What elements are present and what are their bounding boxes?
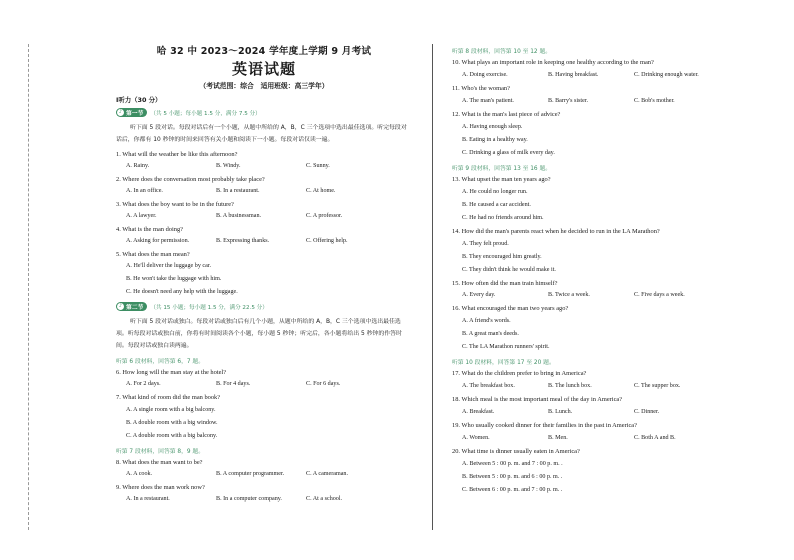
- q15-option-a: A. Every day.: [462, 292, 496, 298]
- binding-margin-line: [28, 44, 29, 530]
- question-4: 4. What is the man doing?: [116, 226, 183, 233]
- q3-option-a: A. A lawyer.: [126, 213, 157, 219]
- part2-header: [116, 302, 268, 311]
- q4-option-b: B. Expressing thanks.: [216, 238, 270, 244]
- note-passage-8: 听第 8 段材料，回答第 10 至 12 题。: [452, 49, 552, 55]
- question-19: 19. Who usually cooked dinner for their families in the past in America?: [452, 422, 637, 429]
- q20-option-c: C. Between 6 : 00 p. m. and 7 : 00 p. m. .: [462, 487, 563, 493]
- q14-option-c: C. They didn't think he would make it.: [462, 267, 556, 273]
- exam-title: 哈 32 中 2023～2024 学年度上学期 9 月考试: [156, 46, 372, 57]
- q5-option-a: A. He'll deliver the luggage by car.: [126, 263, 212, 269]
- part1-desc: （共 5 小题；每小题 1.5 分，满分 7.5 分）: [150, 110, 261, 117]
- question-10: 10. What plays an important role in keeping one healthy according to the man?: [452, 59, 654, 66]
- question-8: 8. What does the man want to be?: [116, 459, 203, 466]
- q12-option-c: C. Drinking a glass of milk every day.: [462, 150, 555, 156]
- q6-option-a: A. For 2 days.: [126, 381, 161, 387]
- part1-instructions: 听下面 5 段对话。每段对话后有一个小题，从题中所给的 A，B，C 三个选项中选出最佳选项。听完每段对话后，你都有 10 秒钟的时间来回答有关小题和阅读下一小题。每段对话仅读一遍。: [116, 125, 407, 143]
- headphone-icon: ♪: [118, 303, 123, 309]
- q9-option-c: C. At a school.: [306, 496, 343, 502]
- q14-option-a: A. They felt proud.: [462, 241, 509, 247]
- question-5: 5. What does the man mean?: [116, 251, 190, 258]
- note-passage-9: 听第 9 段材料，回答第 13 至 16 题。: [452, 166, 552, 172]
- q20-option-a: A. Between 5 : 00 p. m. and 7 : 00 p. m. .: [462, 461, 563, 467]
- q7-option-a: A. A single room with a big balcony.: [126, 407, 216, 413]
- q13-option-c: C. He had no friends around him.: [462, 215, 544, 221]
- q20-option-b: B. Between 5 : 00 p. m. and 6 : 00 p. m. .: [462, 474, 563, 480]
- question-7: 7. What kind of room did the man book?: [116, 394, 221, 401]
- q17-option-a: A. The breakfast box.: [462, 383, 515, 389]
- note-passage-10: 听第 10 段材料，回答第 17 至 20 题。: [452, 360, 555, 366]
- q12-option-b: B. Eating in a healthy way.: [462, 137, 528, 143]
- question-18: 18. Which meal is the most important meal of the day in America?: [452, 396, 623, 403]
- question-3: 3. What does the boy want to be in the future?: [116, 201, 234, 208]
- part2-desc: （共 15 小题；每小题 1.5 分，满分 22.5 分）: [150, 304, 268, 311]
- column-divider: [432, 44, 433, 530]
- q16-option-a: A. A friend's words.: [462, 318, 511, 324]
- q18-option-a: A. Breakfast.: [462, 409, 495, 415]
- q6-option-c: C. For 6 days.: [306, 381, 341, 387]
- part1-badge-label: 第一节: [126, 111, 144, 117]
- part1-header: [116, 108, 261, 117]
- question-9: 9. Where does the man work now?: [116, 484, 205, 491]
- question-11: 11. Who's the woman?: [452, 85, 510, 92]
- q16-option-c: C. The LA Marathon runners' spirit.: [462, 344, 550, 350]
- q2-option-b: B. In a restaurant.: [216, 188, 260, 194]
- q7-option-b: B. A double room with a big window.: [126, 420, 218, 426]
- q11-option-a: A. The man's patient.: [462, 98, 514, 104]
- question-1: 1. What will the weather be like this afternoon?: [116, 151, 238, 158]
- question-20: 20. What time is dinner usually eaten in America?: [452, 448, 580, 455]
- question-16: 16. What encouraged the man two years ago?: [452, 305, 569, 312]
- question-15: 15. How often did the man train himself?: [452, 280, 558, 287]
- note-passage-7: 听第 7 段材料，回答第 8，9 题。: [116, 449, 204, 455]
- q18-option-c: C. Dinner.: [634, 409, 660, 415]
- q10-option-a: A. Doing exercise.: [462, 72, 508, 78]
- question-13: 13. What upset the man ten years ago?: [452, 176, 551, 183]
- question-2: 2. Where does the conversation most probably take place?: [116, 176, 265, 183]
- q19-option-a: A. Women.: [462, 435, 490, 441]
- headphone-icon: ♪: [118, 109, 123, 115]
- listening-heading: Ⅰ听力（30 分）: [116, 96, 162, 104]
- q17-option-b: B. The lunch box.: [548, 383, 592, 389]
- q5-option-c: C. He doesn't need any help with the luggage.: [126, 289, 238, 295]
- q10-option-b: B. Having breakfast.: [548, 72, 599, 78]
- question-6: 6. How long will the man stay at the hotel?: [116, 369, 227, 376]
- part2-instructions: 听下面 5 段对话或独白。每段对话或独白后有几个小题，从题中所给的 A，B，C 三个选项中选出最佳选项。听每段对话或独白前，你将有时间阅读各个小题，每小题 5 秒钟；听完后，各小题将给出 5 秒钟的作答时间。每段对话或独白读两遍。: [116, 319, 402, 349]
- q1-option-c: C. Sunny.: [306, 163, 330, 169]
- q17-option-c: C. The supper box.: [634, 383, 681, 389]
- q13-option-a: A. He could no longer run.: [462, 189, 528, 195]
- q4-option-a: A. Asking for permission.: [126, 238, 190, 244]
- q11-option-c: C. Bob's mother.: [634, 98, 675, 104]
- q13-option-b: B. He caused a car accident.: [462, 202, 531, 208]
- q3-option-c: C. A professor.: [306, 213, 343, 219]
- q16-option-b: B. A great man's deeds.: [462, 331, 519, 337]
- q18-option-b: B. Lunch.: [548, 409, 573, 415]
- q11-option-b: B. Barry's sister.: [548, 98, 589, 104]
- part2-badge-label: 第二节: [126, 305, 144, 311]
- q15-option-b: B. Twice a week.: [548, 292, 590, 298]
- q2-option-a: A. In an office.: [126, 188, 163, 194]
- q9-option-b: B. In a computer company.: [216, 496, 282, 502]
- part1-badge: [116, 108, 147, 117]
- q8-option-a: A. A cook.: [126, 471, 153, 477]
- q8-option-c: C. A cameraman.: [306, 471, 348, 477]
- q2-option-c: C. At home.: [306, 188, 336, 194]
- q19-option-c: C. Both A and B.: [634, 435, 676, 441]
- q15-option-c: C. Five days a week.: [634, 292, 685, 298]
- part2-badge: [116, 302, 147, 311]
- question-14: 14. How did the man's parents react when he decided to run in the LA Marathon?: [452, 228, 660, 235]
- q10-option-c: C. Drinking enough water.: [634, 72, 699, 78]
- q1-option-b: B. Windy.: [216, 163, 241, 169]
- question-12: 12. What is the man's last piece of advice?: [452, 111, 561, 118]
- q8-option-b: B. A computer programmer.: [216, 471, 285, 477]
- exam-scope: （考试范围：综合 适用班级：高三学年）: [199, 82, 329, 90]
- subject-title: 英语试题: [231, 60, 296, 78]
- q7-option-c: C. A double room with a big balcony.: [126, 433, 218, 439]
- q5-option-b: B. He won't take the luggage with him.: [126, 276, 222, 282]
- q14-option-b: B. They encouraged him greatly.: [462, 254, 542, 260]
- q1-option-a: A. Rainy.: [126, 163, 150, 169]
- question-17: 17. What do the children prefer to bring in America?: [452, 370, 587, 377]
- note-passage-6: 听第 6 段材料，回答第 6，7 题。: [116, 359, 204, 365]
- q12-option-a: A. Having enough sleep.: [462, 124, 523, 130]
- q6-option-b: B. For 4 days.: [216, 381, 251, 387]
- q3-option-b: B. A businessman.: [216, 213, 262, 219]
- q19-option-b: B. Men.: [548, 435, 568, 441]
- q4-option-c: C. Offering help.: [306, 238, 348, 244]
- q9-option-a: A. In a restaurant.: [126, 496, 170, 502]
